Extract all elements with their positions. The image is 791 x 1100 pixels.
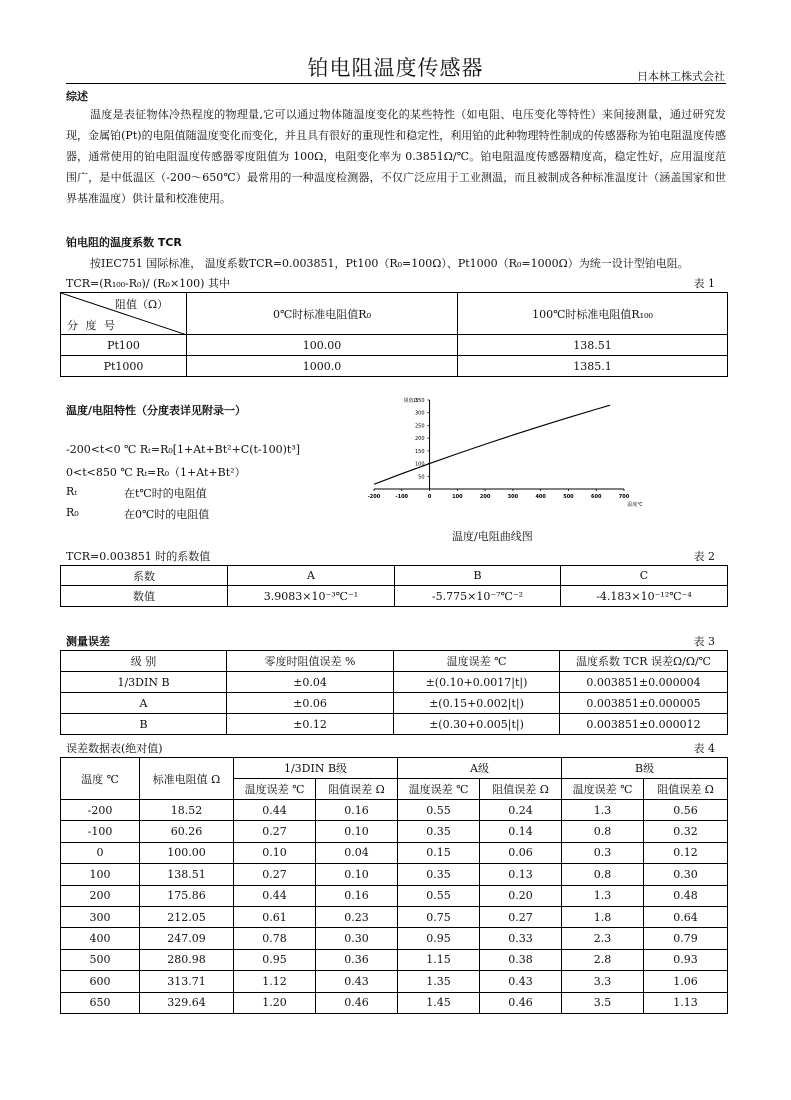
def-r0-text: 在0℃时的电阻值	[124, 508, 210, 521]
table4-cell: 18.52	[140, 800, 234, 821]
table4-cell: 100	[61, 864, 140, 885]
table4-group-header: B级	[562, 758, 728, 779]
table-row	[61, 992, 728, 1013]
table4-cell: 247.09	[140, 928, 234, 949]
table4-cell: 0.36	[316, 949, 398, 970]
table4-cell: 0.04	[316, 842, 398, 863]
page-title: 铂电阻温度传感器	[307, 56, 484, 80]
table4-cell: 212.05	[140, 906, 234, 927]
table4-cell: 0.13	[480, 864, 562, 885]
table3-label: 表 3	[693, 635, 715, 648]
table4-sub-header: 温度误差 ℃	[562, 779, 644, 800]
table2-label: 表 2	[693, 550, 715, 563]
table4-cell: 0.12	[644, 842, 728, 863]
table4-cell: 0.46	[316, 992, 398, 1013]
table1-corner-top: 阻值（Ω）	[115, 298, 169, 311]
table4-cell: 313.71	[140, 971, 234, 992]
formula-negative: -200<t<0 ℃ Rₜ=R₀[1+At+Bt²+C(t-100)t³]	[66, 443, 301, 456]
table4-cell: 1.20	[234, 992, 316, 1013]
table3-header: 零度时阻值误差 %	[227, 651, 394, 672]
table4-cell: 1.3	[562, 800, 644, 821]
def-rt-text: 在t℃时的电阻值	[124, 487, 207, 500]
table4-cell: 0.43	[316, 971, 398, 992]
table1-header-r0: 0℃时标准电阻值R₀	[187, 293, 458, 335]
error-data-caption: 误差数据表(绝对值)	[66, 742, 163, 755]
table4-cell: 3.5	[562, 992, 644, 1013]
table1-label: 表 1	[693, 277, 715, 290]
table4-cell: 1.3	[562, 885, 644, 906]
table2-header: C	[561, 566, 728, 586]
table4-cell: 500	[61, 949, 140, 970]
error-heading: 测量误差	[66, 635, 110, 648]
table4-cell: 0.95	[234, 949, 316, 970]
table4-cell: 0.16	[316, 800, 398, 821]
table1-cell: 100.00	[187, 335, 458, 356]
table4-cell: 2.8	[562, 949, 644, 970]
table4-cell: 0.30	[644, 864, 728, 885]
table4-cell: 0.93	[644, 949, 728, 970]
tcr-text: 按IEC751 国际标准， 温度系数TCR=0.003851，Pt100（R₀=100Ω）、Pt1000（R₀=1000Ω）为统一设计型铂电阻。	[90, 257, 689, 270]
table-row	[61, 842, 728, 863]
x-tick-label: 0	[427, 494, 432, 500]
table1-header-r100: 100℃时标准电阻值R₁₀₀	[458, 293, 728, 335]
table4-cell: 0.38	[480, 949, 562, 970]
table4-cell: 200	[61, 885, 140, 906]
table3-cell: 0.003851±0.000005	[560, 693, 728, 714]
table4-cell: 175.86	[140, 885, 234, 906]
def-rt-symbol: Rₜ	[66, 485, 77, 498]
table4-cell: 0.32	[644, 821, 728, 842]
table4-group-header: 1/3DIN B级	[234, 758, 398, 779]
table4-cell: 0.79	[644, 928, 728, 949]
table2-header: B	[395, 566, 561, 586]
table1-corner-cell	[61, 293, 187, 335]
coef-a-value: 3.9083×10⁻³℃⁻¹	[228, 586, 395, 607]
table4-cell: 0.64	[644, 906, 728, 927]
table3-cell: ±0.12	[227, 714, 394, 735]
table3-header: 级 别	[61, 651, 227, 672]
table4-cell: 0.33	[480, 928, 562, 949]
x-tick-label: 700	[618, 494, 630, 500]
table3-cell: ±0.06	[227, 693, 394, 714]
resistance-chart	[360, 392, 660, 517]
y-axis-label: 阻值Ω	[403, 398, 418, 404]
x-tick-label: 400	[535, 494, 546, 500]
table2-header: A	[228, 566, 395, 586]
table4-cell: 0.95	[398, 928, 480, 949]
table1-cell: 138.51	[458, 335, 728, 356]
x-tick-label: -100	[395, 494, 409, 500]
table4-cell: 0.78	[234, 928, 316, 949]
table4-cell: 0.55	[398, 885, 480, 906]
table4-cell: 0.75	[398, 906, 480, 927]
table2-row-label: 数值	[61, 586, 228, 607]
y-tick-label: 150	[415, 448, 425, 455]
table4-cell: 650	[61, 992, 140, 1013]
table1	[60, 292, 728, 377]
table4-cell: 0.44	[234, 800, 316, 821]
table4-cell: 0.16	[316, 885, 398, 906]
table4-cell: 0.3	[562, 842, 644, 863]
table3-cell: ±(0.30+0.005|t|)	[394, 714, 560, 735]
y-tick-label: 200	[415, 436, 425, 443]
table4-sub-header: 阻值误差 Ω	[644, 779, 728, 800]
x-tick-label: 500	[563, 494, 574, 500]
table3-cell: ±(0.10+0.0017|t|)	[394, 672, 560, 693]
chart-caption: 温度/电阻曲线图	[452, 530, 533, 543]
table4-cell: 138.51	[140, 864, 234, 885]
table3-cell: 0.003851±0.000004	[560, 672, 728, 693]
series-line-pt100	[374, 405, 610, 484]
coef-caption: TCR=0.003851 时的系数值	[66, 550, 211, 563]
table3-header: 温度误差 ℃	[394, 651, 560, 672]
table4-cell: 0.15	[398, 842, 480, 863]
table4	[60, 757, 728, 1014]
y-tick-label: 250	[415, 423, 425, 430]
table-row	[61, 821, 728, 842]
table4-cell: 0.35	[398, 821, 480, 842]
overview-heading: 综述	[66, 90, 88, 103]
table4-cell: 0.8	[562, 864, 644, 885]
table4-cell: 600	[61, 971, 140, 992]
table3-cell: 1/3DIN B	[61, 672, 227, 693]
header-divider	[66, 83, 726, 84]
table3-cell: B	[61, 714, 227, 735]
company-name: 日本林工株式会社	[637, 70, 725, 83]
y-tick-label: 300	[415, 410, 425, 417]
table4-cell: 0.44	[234, 885, 316, 906]
table-row	[61, 928, 728, 949]
table4-cell: 0.27	[234, 821, 316, 842]
table4-cell: 0.46	[480, 992, 562, 1013]
table4-cell: 0.27	[480, 906, 562, 927]
table4-cell: 0.24	[480, 800, 562, 821]
table4-cell: 0.55	[398, 800, 480, 821]
table1-cell: Pt100	[61, 335, 187, 356]
table4-cell: 0.10	[234, 842, 316, 863]
table4-sub-header: 温度误差 ℃	[234, 779, 316, 800]
x-tick-label: -200	[367, 494, 381, 500]
table4-cell: 0.61	[234, 906, 316, 927]
table3-cell: A	[61, 693, 227, 714]
table1-corner-bottom: 分 度 号	[67, 319, 117, 332]
table1-cell: 1385.1	[458, 356, 728, 377]
table3-cell: ±0.04	[227, 672, 394, 693]
table4-cell: 0.56	[644, 800, 728, 821]
table4-cell: 0.10	[316, 864, 398, 885]
table4-cell: 1.8	[562, 906, 644, 927]
table4-cell: 0.06	[480, 842, 562, 863]
table4-cell: 0.27	[234, 864, 316, 885]
table4-cell: 100.00	[140, 842, 234, 863]
x-tick-label: 600	[591, 494, 602, 500]
table4-cell: -100	[61, 821, 140, 842]
x-tick-label: 300	[507, 494, 519, 500]
table4-cell: 0.30	[316, 928, 398, 949]
table4-cell: 2.3	[562, 928, 644, 949]
table4-cell: 60.26	[140, 821, 234, 842]
table4-cell: 3.3	[562, 971, 644, 992]
table4-cell: 0.23	[316, 906, 398, 927]
table4-cell: -200	[61, 800, 140, 821]
table4-cell: 0	[61, 842, 140, 863]
table2-header: 系数	[61, 566, 228, 586]
table4-cell: 0.8	[562, 821, 644, 842]
table-row	[61, 949, 728, 970]
table3-cell: 0.003851±0.000012	[560, 714, 728, 735]
characteristic-heading: 温度/电阻特性（分度表详见附录一）	[66, 404, 247, 417]
def-r0-symbol: R₀	[66, 506, 79, 519]
table-row	[61, 885, 728, 906]
table-row	[61, 864, 728, 885]
table4-cell: 400	[61, 928, 140, 949]
table4-cell: 0.10	[316, 821, 398, 842]
table4-header-std: 标准电阻值 Ω	[140, 758, 234, 800]
table3-cell: ±(0.15+0.002|t|)	[394, 693, 560, 714]
table4-label: 表 4	[693, 742, 715, 755]
table4-group-header: A级	[398, 758, 562, 779]
overview-text: 温度是表征物体冷热程度的物理量,它可以通过物体随温度变化的某些特性（如电阻、电压变化等特性）来间接测量，通过研究发现，金属铂(Pt)的电阻值随温度变化而变化，并且具有很好的重现性和稳定性，利用铂的此种物理特性制成的传感器称为铂电阻温度传感器，通常使用的铂电阻温度传感器零度阻值为 100Ω，电阻变化率为 0.3851Ω/℃。铂电阻温度传感器精度高，稳定性好，应用温度范围广，是中低温区（-200～650℃）最常用的一种温度检测器，不仅广泛应用于工业测温，而且被制成各种标准温度计（涵盖国家和世界基准温度）供计量和校准使用。	[66, 108, 726, 205]
table4-body	[61, 800, 728, 1014]
table4-cell: 0.35	[398, 864, 480, 885]
overview-paragraph	[66, 104, 726, 209]
y-tick-label: 350	[415, 398, 425, 404]
y-tick-label: 100	[415, 461, 425, 468]
table4-sub-header: 阻值误差 Ω	[316, 779, 398, 800]
x-tick-label: 200	[479, 494, 491, 500]
table-row	[61, 971, 728, 992]
tcr-heading: 铂电阻的温度系数 TCR	[66, 236, 182, 249]
tcr-formula: TCR=(R₁₀₀-R₀)/ (R₀×100) 其中	[66, 277, 230, 290]
formula-positive: 0<t<850 ℃ Rₜ=R₀（1+At+Bt²）	[66, 466, 246, 479]
table4-cell: 1.45	[398, 992, 480, 1013]
table4-cell: 300	[61, 906, 140, 927]
table4-cell: 0.48	[644, 885, 728, 906]
table4-cell: 0.43	[480, 971, 562, 992]
x-axis-label: 温度℃	[627, 502, 643, 508]
table4-sub-header: 温度误差 ℃	[398, 779, 480, 800]
coef-c-value: -4.183×10⁻¹²℃⁻⁴	[561, 586, 728, 607]
table4-cell: 0.14	[480, 821, 562, 842]
table4-cell: 280.98	[140, 949, 234, 970]
coef-b-value: -5.775×10⁻⁷℃⁻²	[395, 586, 561, 607]
table2	[60, 565, 728, 607]
table4-cell: 1.15	[398, 949, 480, 970]
y-tick-label: 50	[418, 474, 425, 481]
table3	[60, 650, 728, 735]
table4-cell: 0.20	[480, 885, 562, 906]
table1-cell: 1000.0	[187, 356, 458, 377]
table4-cell: 329.64	[140, 992, 234, 1013]
table4-cell: 1.06	[644, 971, 728, 992]
table4-header-temp: 温度 ℃	[61, 758, 140, 800]
table4-cell: 1.12	[234, 971, 316, 992]
table-row	[61, 800, 728, 821]
table-row	[61, 906, 728, 927]
table4-sub-header: 阻值误差 Ω	[480, 779, 562, 800]
table1-cell: Pt1000	[61, 356, 187, 377]
table4-cell: 1.35	[398, 971, 480, 992]
table4-cell: 1.13	[644, 992, 728, 1013]
x-tick-label: 100	[452, 494, 463, 500]
table3-header: 温度系数 TCR 误差Ω/Ω/℃	[560, 651, 728, 672]
